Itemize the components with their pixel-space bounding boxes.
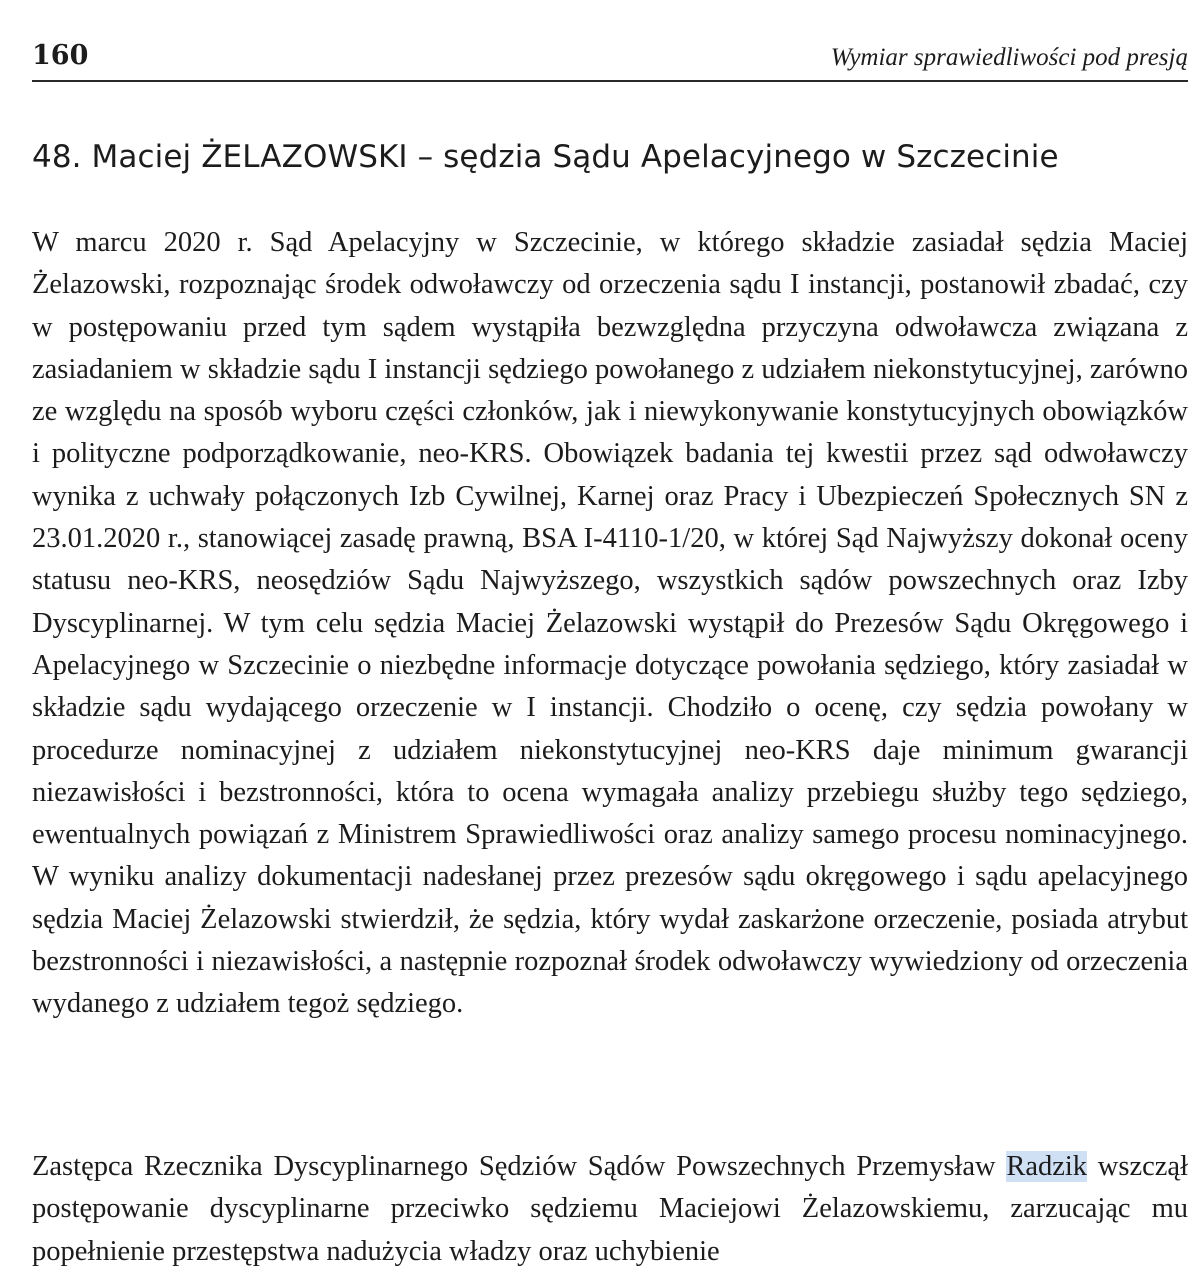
body-paragraph-1[interactable]: W marcu 2020 r. Sąd Apelacyjny w Szczecinie, w którego składzie zasiadał sędzia Maciej Żelazowski, rozpoznając środek odwoławczy od orzeczenia sądu I instancji, postanowił zbadać, czy w postępowaniu przed tym sądem wystąpiła bezwzględna przyczyna odwoławcza związana z zasiadaniem w składzie sądu I instancji sędziego powołanego z udziałem niekonstytucyjnej, zarówno ze względu na sposób wyboru części członków, jak i niewykonywanie konstytucyjnych obowiązków i polityczne podporządkowanie, neo-KRS. Obowiązek badania tej kwestii przez sąd odwoławczy wynika z uchwały połączonych Izb Cywilnej, Karnej oraz Pracy i Ubezpieczeń Społecznych SN z 23.01.2020 r., stanowiącej zasadę prawną, BSA I-4110-1/20, w której Sąd Najwyższy dokonał oceny statusu neo-KRS, neosędziów Sądu Najwyższego, wszystkich sądów powszechnych oraz Izby Dyscyplinarnej. W tym celu sędzia Maciej Żelazowski wystąpił do Prezesów Sądu Okręgowego i Apelacyjnego w Szczecinie o niezbędne informacje dotyczące powołania sędziego, który zasiadał w składzie sądu wydającego orzeczenie w I instancji. Chodziło o ocenę, czy sędzia powołany w procedurze nominacyjnej z udziałem niekonstytucyjnej neo-KRS daje minimum gwarancji niezawisłości i bezstronności, która to ocena wymagała analizy przebiegu służby tego sędziego, ewentualnych powiązań z Ministrem Sprawiedliwości oraz analizy samego procesu nominacyjnego. W wyniku analizy dokumentacji nadesłanej przez prezesów sądu okręgowego i sądu apelacyjnego sędzia Maciej Żelazowski stwierdził, że sędzia, który wydał zaskarżone orzeczenie, posiada atrybut bezstronności i niezawisłości, a następnie rozpoznał środek odwoławczy wywiedziony od orzeczenia wydanego z udziałem tegoż sędziego. xyxy=(32,227,1188,1020)
running-header xyxy=(32,0,1188,82)
paragraph-text-before-selection: Zastępca Rzecznika Dyscyplinarnego Sędziów Sądów Powszechnych Przemysław xyxy=(32,1151,1007,1182)
selected-text-highlight[interactable]: Radzik xyxy=(1006,1151,1088,1182)
running-title: Wymiar sprawiedliwości pod presją xyxy=(830,44,1188,71)
page-number: 160 xyxy=(32,40,89,71)
chapter-title: 48. Maciej ŻELAZOWSKI – sędzia Sądu Apelacyjnego w Szczecinie xyxy=(32,139,1059,175)
body-paragraph-2[interactable] xyxy=(32,1146,1188,1273)
paragraph-text-after-selection: wszczął postępowanie dyscyplinarne przeciwko sędziemu Maciejowi Żelazowskiemu, zarzucając mu popełnienie przestępstwa nadużycia władzy oraz uchybienie xyxy=(32,1151,1188,1267)
document-page xyxy=(32,0,1188,1267)
